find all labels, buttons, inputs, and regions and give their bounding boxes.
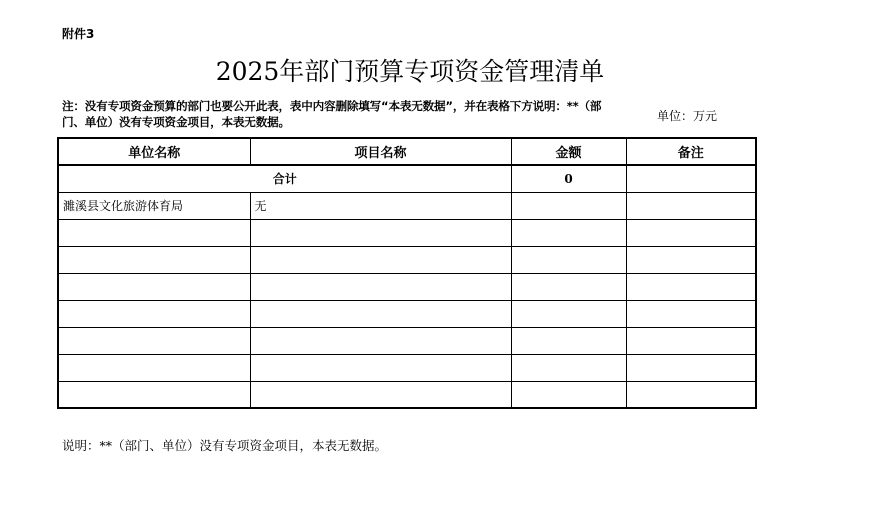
table-header-row [58,138,756,165]
cell-unit-name: 濉溪县文化旅游体育局 [58,192,250,219]
total-row [58,165,756,192]
cell-project-name: 无 [250,192,511,219]
cell-remark [626,273,756,300]
cell-amount [511,273,626,300]
page-title: 2025年部门预算专项资金管理清单 [215,57,605,86]
cell-unit-name [58,273,250,300]
cell-amount [511,246,626,273]
cell-remark [626,381,756,408]
cell-unit-name [58,354,250,381]
cell-project-name [250,300,511,327]
cell-project-name [250,273,511,300]
cell-remark [626,246,756,273]
table-row [58,354,756,381]
cell-unit-name [58,300,250,327]
total-amount: 0 [511,165,626,192]
header-unit-name: 单位名称 [58,138,250,165]
cell-amount [511,327,626,354]
header-remark: 备注 [626,138,756,165]
unit-label: 单位：万元 [657,109,718,123]
header-project-name: 项目名称 [250,138,511,165]
table-row [58,246,756,273]
cell-amount [511,300,626,327]
footer-note: 说明：**（部门、单位）没有专项资金项目，本表无数据。 [62,438,388,453]
table-row [58,381,756,408]
cell-project-name [250,246,511,273]
header-amount: 金额 [511,138,626,165]
cell-amount [511,192,626,219]
cell-remark [626,354,756,381]
cell-unit-name [58,219,250,246]
cell-amount [511,354,626,381]
budget-table [57,137,757,409]
table-row [58,327,756,354]
cell-remark [626,192,756,219]
table-row [58,300,756,327]
cell-remark [626,219,756,246]
table-row [58,219,756,246]
cell-amount [511,219,626,246]
cell-unit-name [58,327,250,354]
cell-remark [626,327,756,354]
total-label: 合计 [58,165,511,192]
table-row [58,273,756,300]
cell-remark [626,300,756,327]
attachment-label: 附件3 [62,27,95,41]
total-remark [626,165,756,192]
cell-project-name [250,381,511,408]
cell-amount [511,381,626,408]
cell-project-name [250,219,511,246]
cell-project-name [250,327,511,354]
table-row [58,192,756,219]
cell-project-name [250,354,511,381]
instruction-note: 注：没有专项资金预算的部门也要公开此表，表中内容删除填写“本表无数据”，并在表格下方说明：**（部门、单位）没有专项资金项目，本表无数据。 [62,99,602,129]
cell-unit-name [58,381,250,408]
cell-unit-name [58,246,250,273]
